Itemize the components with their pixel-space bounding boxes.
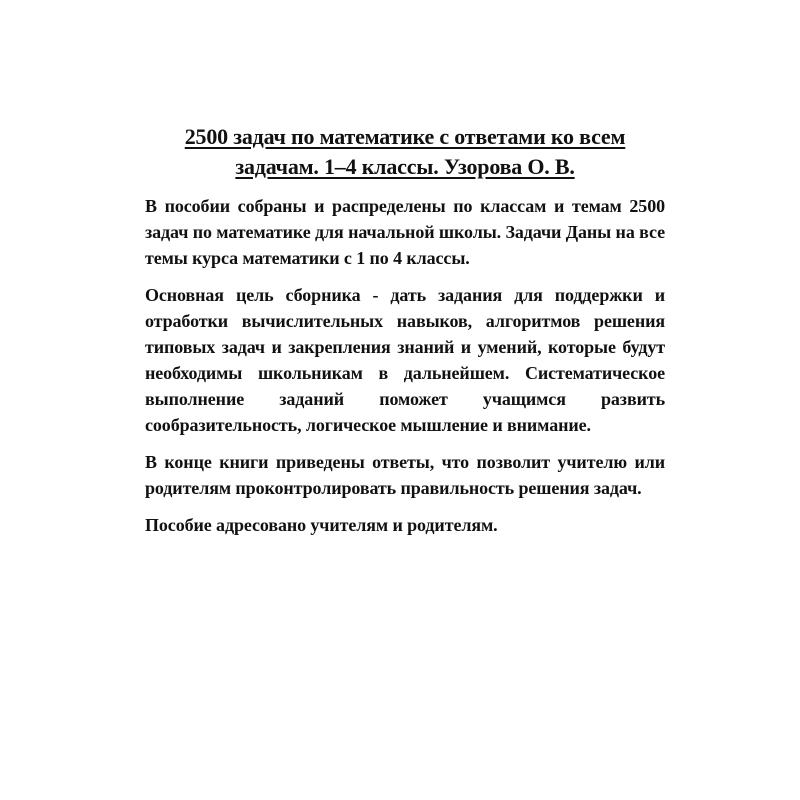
book-description bbox=[145, 122, 665, 549]
paragraph-purpose: Основная цель сборника - дать задания для поддержки и отработки вычислительных навыков, алгоритмов решения типовых задач и закрепления знаний и умений, которые будут необходимы школьникам в дальнейшем. Систематическое выполнение заданий поможет учащимся развить сообразительность, логическое мышление и внимание. bbox=[145, 285, 665, 435]
paragraph-audience: Пособие адресовано учителям и родителям. bbox=[145, 515, 498, 535]
paragraph-answers: В конце книги приведены ответы, что позволит учителю или родителям проконтролировать правильность решения задач. bbox=[145, 452, 665, 498]
book-title: 2500 задач по математике с ответами ко всем задачам. 1–4 классы. Узорова О. В. bbox=[184, 124, 626, 179]
paragraph-contents: В пособии собраны и распределены по классам и темам 2500 задач по математике для начальной школы. Задачи Даны на все темы курса математики с 1 по 4 классы. bbox=[145, 196, 665, 268]
